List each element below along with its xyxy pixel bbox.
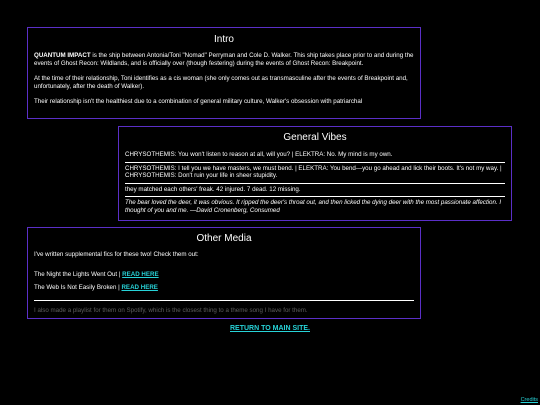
fic-title: The Web Is Not Easily Broken | — [34, 284, 122, 292]
vibe-quote: The bear loved the deer, it was obvious. It ripped the deer's throat out, and then licked the dying deer with the most passionate affection. I thought of you and me. —David Cronenberg, Consumed — [125, 199, 502, 214]
intro-paragraph-1-text: is the ship between Antonia/Toni "Nomad" Perryman and Cole D. Walker. This ship takes place prior to and during the events of Ghost Recon: Wildlands, and is officially over (though festering) during the events of Ghost Recon: Breakpoint. — [34, 52, 414, 67]
vibe-quote: they matched each others' freak. 42 injured. 7 dead. 12 missing. — [125, 184, 505, 198]
credits-link[interactable]: Credits — [520, 397, 538, 403]
intro-paragraph-3: Their relationship isn't the healthiest due to a combination of general military culture, Walker's obsession with patriarchal — [34, 98, 363, 106]
vibes-title: General Vibes — [283, 132, 347, 143]
intro-panel — [27, 27, 421, 119]
return-nav — [0, 324, 540, 333]
general-vibes-panel — [118, 126, 512, 221]
media-footer-text: I also made a playlist for them on Spotify, which is the closest thing to a theme song I have for them. — [34, 306, 308, 314]
intro-paragraph-2: At the time of their relationship, Toni identifies as a cis woman (she only comes out as transmasculine after the events of Breakpoint and, unfortunately, after the death of Walker). — [34, 75, 408, 90]
read-here-link[interactable]: READ HERE — [121, 284, 158, 292]
vibe-quote: CHRYSOTHEMIS: I tell you we have masters, we must bend. | ELEKTRA: You bend—you go ahead and lick their boots. It's not my way. | CHRYSOTHEMIS: Don't ruin your life in sheer stupidity. — [125, 163, 505, 184]
other-media-panel — [27, 227, 421, 319]
fic-item — [34, 284, 414, 292]
ship-name: QUANTUM IMPACT — [34, 52, 91, 59]
return-to-main-site-link[interactable]: RETURN TO MAIN SITE. — [230, 325, 310, 332]
fic-title: The Night the Lights Went Out | — [34, 270, 123, 278]
fic-item — [34, 271, 414, 279]
media-intro: I've written supplemental fics for these two! Check them out: — [34, 251, 199, 258]
divider — [34, 300, 414, 301]
intro-title: Intro — [213, 34, 234, 45]
read-here-link[interactable]: READ HERE — [122, 270, 159, 278]
media-title: Other Media — [196, 233, 252, 244]
intro-paragraph-1 — [34, 52, 414, 67]
vibe-quote: CHRYSOTHEMIS: You won't listen to reason at all, will you? | ELEKTRA: No. My mind is my own. — [125, 149, 505, 163]
